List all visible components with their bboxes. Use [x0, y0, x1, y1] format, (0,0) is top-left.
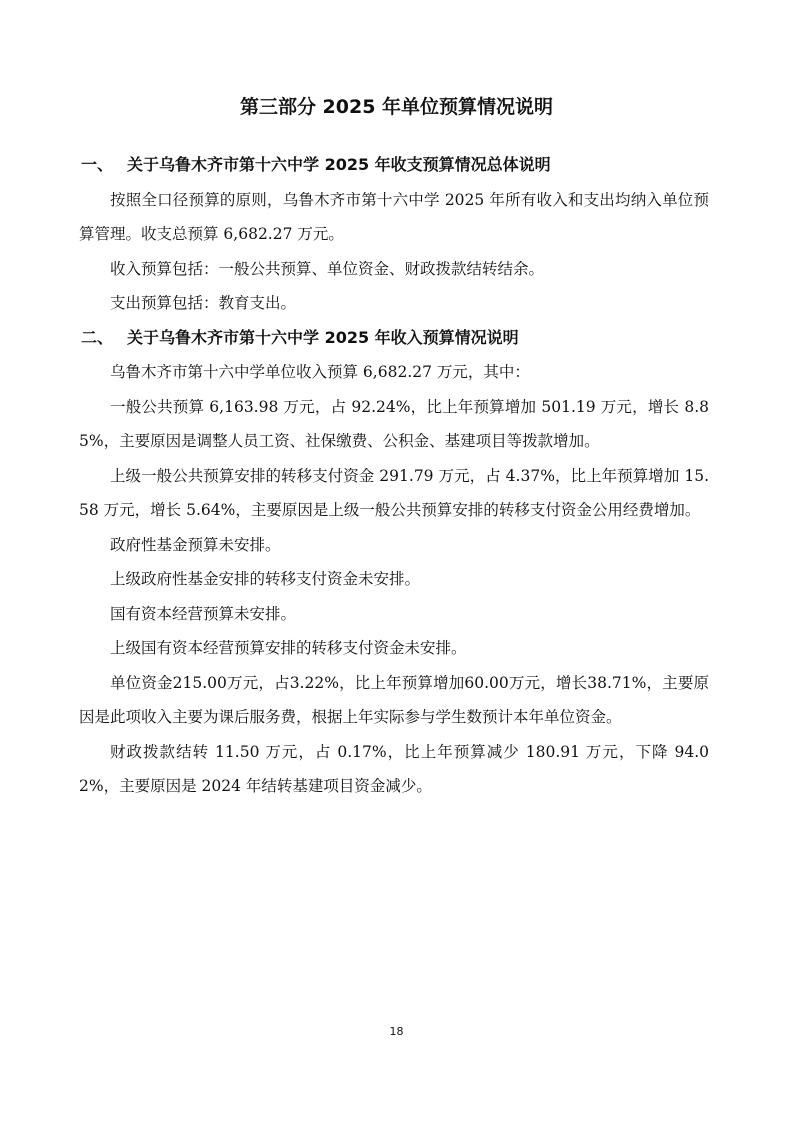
page-number: 18 [389, 1025, 404, 1038]
section-heading-text: 关于乌鲁木齐市第十六中学 2025 年收入预算情况说明 [127, 327, 519, 347]
paragraph: 国有资本经营预算未安排。 [110, 604, 297, 623]
paragraph: 收入预算包括：一般公共预算、单位资金、财政拨款结转结余。 [110, 259, 545, 278]
section-2 [79, 321, 709, 804]
paragraph: 上级国有资本经营预算安排的转移支付资金未安排。 [110, 639, 467, 657]
paragraph: 按照全口径预算的原则，乌鲁木齐市第十六中学 2025 年所有收入和支出均纳入单位预算管理。收支总预算 6,682.27 万元。 [79, 190, 709, 243]
page-title: 第三部分 2025 年单位预算情况说明 [239, 96, 554, 118]
paragraph: 政府性基金预算未安排。 [110, 535, 281, 554]
paragraph: 支出预算包括：教育支出。 [110, 294, 297, 312]
paragraph: 财政拨款结转 11.50 万元，占 0.17%，比上年预算减少 180.91 万元，下降 94.02%，主要原因是 2024 年结转基建项目资金减少。 [79, 742, 709, 795]
section-number: 一、 [81, 155, 114, 174]
section-heading [79, 321, 709, 356]
document-body [79, 148, 709, 804]
section-1 [79, 148, 709, 321]
paragraph: 上级一般公共预算安排的转移支付资金 291.79 万元，占 4.37%，比上年预算增加 15.58 万元，增长 5.64%，主要原因是上级一般公共预算安排的转移支付资金公用经费增加。 [79, 466, 709, 519]
paragraph: 乌鲁木齐市第十六中学单位收入预算 6,682.27 万元，其中： [110, 363, 530, 381]
section-number: 二、 [81, 327, 114, 347]
paragraph: 上级政府性基金安排的转移支付资金未安排。 [110, 570, 421, 588]
paragraph: 单位资金215.00万元，占3.22%，比上年预算增加60.00万元，增长38.71%，主要原因是此项收入主要为课后服务费，根据上年实际参与学生数预计本年单位资金。 [79, 673, 709, 726]
section-heading [79, 148, 709, 183]
section-heading-text: 关于乌鲁木齐市第十六中学 2025 年收支预算情况总体说明 [127, 155, 551, 174]
paragraph: 一般公共预算 6,163.98 万元，占 92.24%，比上年预算增加 501.19 万元，增长 8.85%，主要原因是调整人员工资、社保缴费、公积金、基建项目等拨款增加。 [79, 397, 709, 450]
